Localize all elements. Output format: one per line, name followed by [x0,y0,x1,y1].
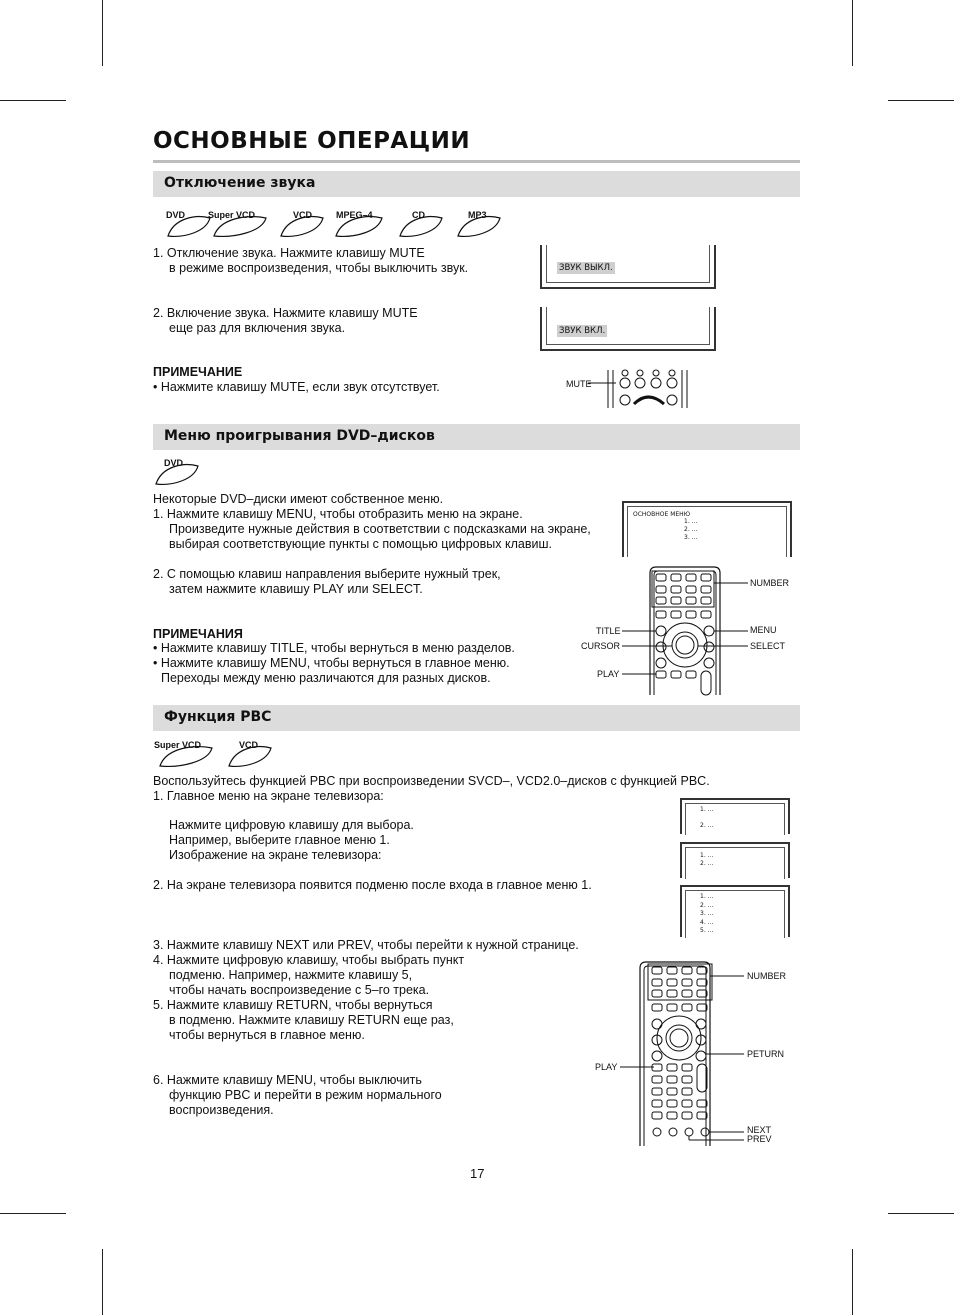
disc-icon-mpeg4: MPEG–4 [334,210,384,243]
section-heading-text: Функция PBC [164,709,272,725]
pbc-step4-line2: подменю. Например, нажмите клавишу 5, [169,968,413,982]
crop-mark [102,0,103,66]
screen-menu-title: ОСНОВНОЕ МЕНЮ [633,511,691,518]
section-heading-pbc [153,705,800,731]
pbc-step1-b: Например, выберите главное меню 1. [169,833,390,847]
pbc-step1-a: Нажмите цифровую клавишу для выбора. [169,818,414,832]
dvd-intro: Некоторые DVD–диски имеют собственное меню. [153,492,444,506]
callout-mute: MUTE [566,379,592,389]
page-title: ОСНОВНЫЕ ОПЕРАЦИИ [153,128,471,154]
disc-icon-vcd: VCD [227,740,273,773]
screen-menu-items: 1. ... 2. ... [700,806,714,829]
pbc-step4-line3: чтобы начать воспроизведение с 5–го трека. [169,983,430,997]
disc-icon-vcd: VCD [279,210,325,243]
screen-menu-items: 1. ... 2. ... 3. ... [684,518,698,541]
pbc-step5-line2: в подменю. Нажмите клавишу RETURN еще раз, [169,1013,454,1027]
crop-mark [0,1213,66,1214]
crop-mark [888,1213,954,1214]
callout-next: NEXT [747,1125,772,1135]
callout-return: PETURN [747,1049,785,1059]
pbc-step5-line1: 5. Нажмите клавишу RETURN, чтобы вернуться [153,998,433,1012]
dvd-note2: • Нажмите клавишу MENU, чтобы вернуться в главное меню. [153,656,510,670]
crop-mark [0,100,66,101]
dvd-step1-line2: Произведите нужные действия в соответствии с подсказками на экране, [169,522,591,536]
tv-screen-mute-on [540,307,716,351]
dvd-note3: Переходы между меню различаются для разных дисков. [161,671,491,685]
section-heading-dvd-menu [153,424,800,450]
pbc-step6-line2: функцию PBC и перейти в режим нормального [169,1088,442,1102]
callout-number: NUMBER [747,971,787,981]
mute-note-heading: ПРИМЕЧАНИЕ [153,365,243,379]
pbc-step5-line3: чтобы вернуться в главное меню. [169,1028,365,1042]
dvd-step1-line3: выбирая соответствующие пункты с помощью цифровых клавиш. [169,537,552,551]
disc-icon-svcd: Super VCD [154,740,214,773]
callout-title: TITLE [596,626,621,636]
section-heading-mute [153,171,800,197]
title-rule [153,160,800,163]
disc-icon-cd: CD [398,210,444,243]
mute-step2-line2: еще раз для включения звука. [169,321,346,335]
mute-step2-line1: 2. Включение звука. Нажмите клавишу MUTE [153,306,418,320]
tv-screen-pbc-3 [680,885,790,937]
screen-menu-items: 1. ... 2. ... [700,852,714,867]
screen-menu-items: 1. ... 2. ... 3. ... 4. ... 5. ... [700,893,714,934]
tv-screen-dvd-menu [622,501,792,557]
screen-label: ЗВУК ВКЛ. [559,326,606,336]
dvd-step2-line2: затем нажмите клавишу PLAY или SELECT. [169,582,423,596]
crop-mark [888,100,954,101]
callout-select: SELECT [750,641,786,651]
page-number: 17 [470,1166,485,1181]
callout-cursor: CURSOR [581,641,621,651]
dvd-step2-line1: 2. С помощью клавиш направления выберите нужный трек, [153,567,501,581]
screen-label: ЗВУК ВЫКЛ. [559,263,613,273]
disc-icon-mp3: MP3 [456,210,502,243]
dvd-step1-line1: 1. Нажмите клавишу MENU, чтобы отобразить меню на экране. [153,507,523,521]
pbc-step6-line3: воспроизведения. [169,1103,274,1117]
section-heading-text: Меню проигрывания DVD–дисков [164,428,435,444]
pbc-step1-c: Изображение на экране телевизора: [169,848,382,862]
mute-note-text: • Нажмите клавишу MUTE, если звук отсутствует. [153,380,440,394]
tv-screen-pbc-1 [680,798,790,834]
crop-mark [852,0,853,66]
callout-play: PLAY [595,1062,618,1072]
pbc-step1: 1. Главное меню на экране телевизора: [153,789,384,803]
pbc-step4-line1: 4. Нажмите цифровую клавишу, чтобы выбрать пункт [153,953,465,967]
section-heading-text: Отключение звука [164,175,316,191]
tv-screen-pbc-2 [680,842,790,878]
callout-menu: MENU [750,625,777,635]
mute-step1-line1: 1. Отключение звука. Нажмите клавишу MUTE [153,246,425,260]
crop-mark [852,1249,853,1315]
pbc-step6-line1: 6. Нажмите клавишу MENU, чтобы выключить [153,1073,422,1087]
pbc-intro: Воспользуйтесь функцией PBC при воспроизведении SVCD–, VCD2.0–дисков с функцией PBC. [153,774,710,788]
crop-mark [102,1249,103,1315]
callout-play: PLAY [597,669,620,679]
mute-step1-line2: в режиме воспроизведения, чтобы выключить звук. [169,261,469,275]
tv-screen-mute-off [540,245,716,289]
dvd-notes-heading: ПРИМЕЧАНИЯ [153,627,243,641]
callout-number: NUMBER [750,578,790,588]
callout-prev: PREV [747,1134,772,1144]
dvd-note1: • Нажмите клавишу TITLE, чтобы вернуться в меню разделов. [153,641,515,655]
disc-icon-svcd: Super VCD [208,210,268,243]
disc-icon-dvd: DVD [166,210,212,243]
disc-icon-dvd: DVD [154,458,200,491]
pbc-step3: 3. Нажмите клавишу NEXT или PREV, чтобы перейти к нужной странице. [153,938,579,952]
pbc-step2: 2. На экране телевизора появится подменю после входа в главное меню 1. [153,878,592,892]
remote-mute-diagram [588,368,692,410]
